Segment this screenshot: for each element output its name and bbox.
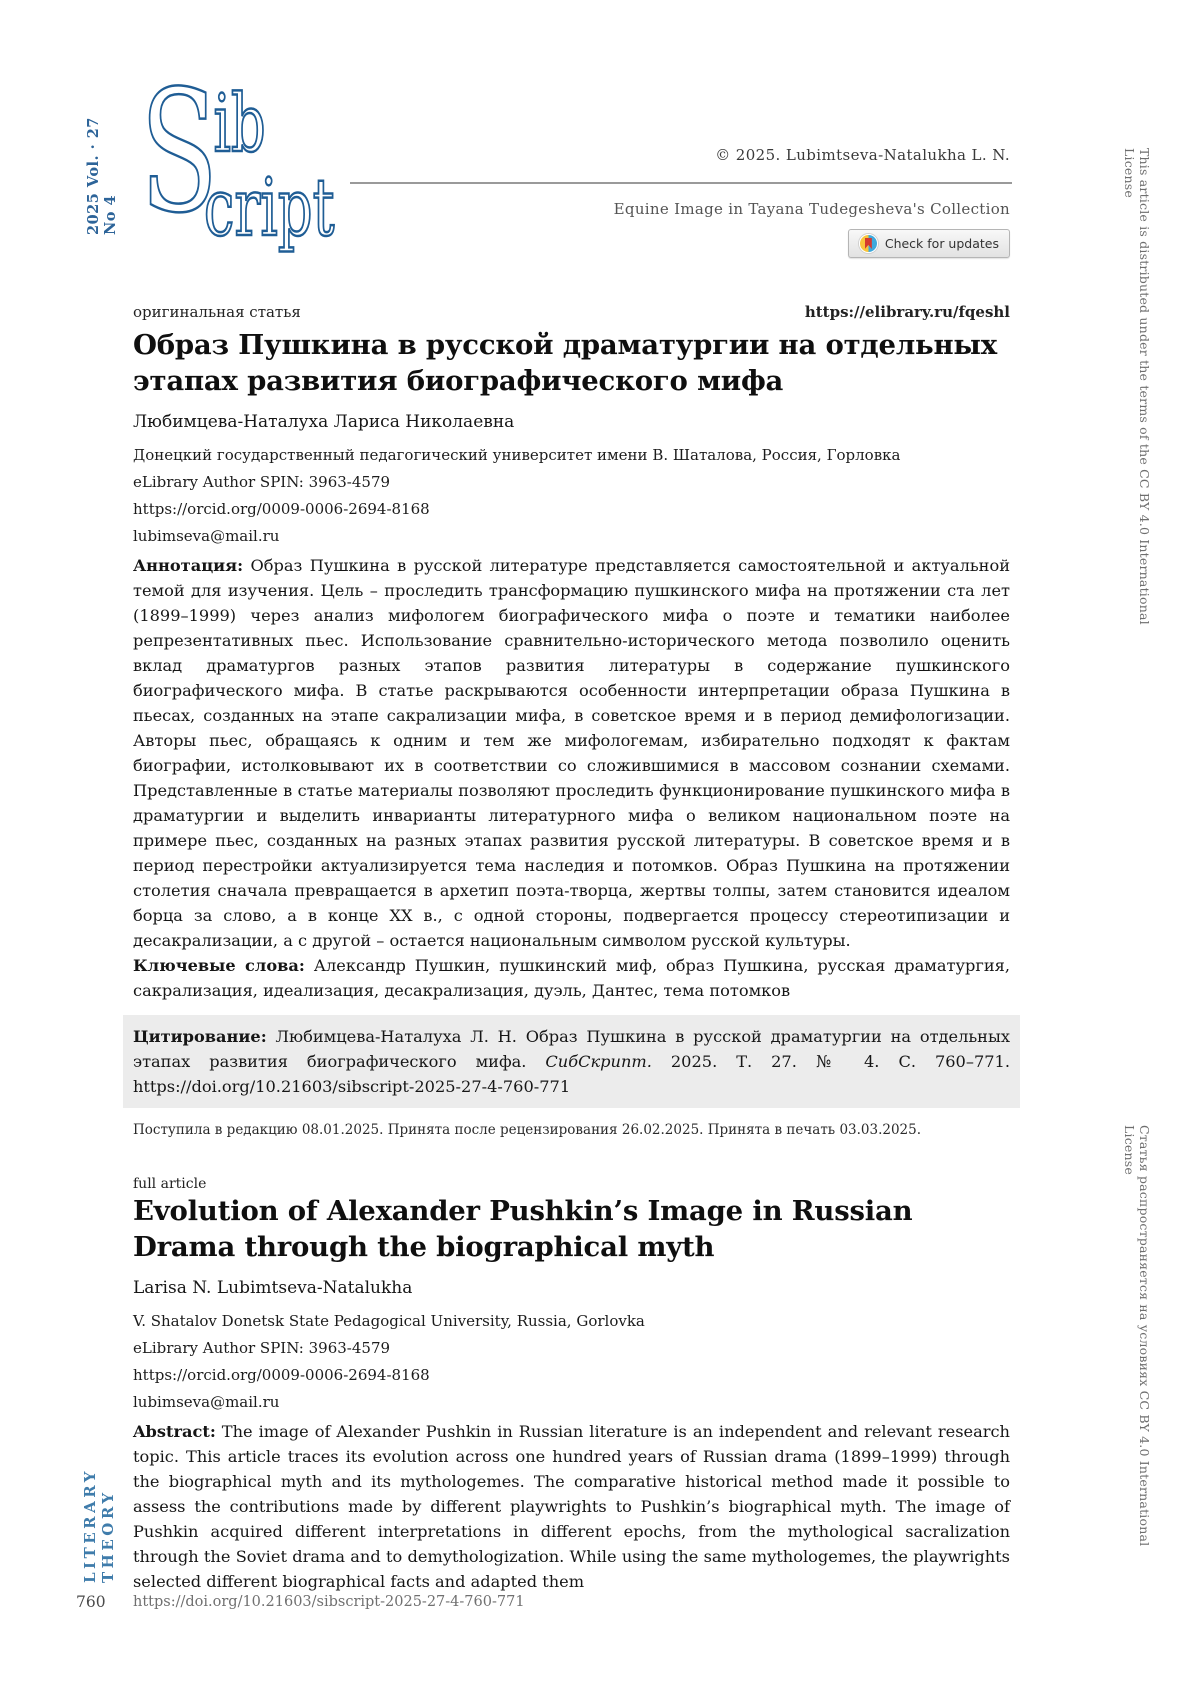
citation-journal-name: СибСкрипт. <box>545 1051 652 1071</box>
issue-theme-title: Equine Image in Tayana Tudegesheva's Collection <box>613 200 1010 218</box>
bookmark-ribbon-icon <box>865 238 872 249</box>
abstract-text-ru: Образ Пушкина в русской литературе представляется самостоятельной и актуальной темой для изучения. Цель – проследить трансформацию пушкинского мифа на протяжении ста лет (1899–1999) через анализ мифологем биографического мифа о поэте и тематики наиболее репрезентативных пьес. Использование сравнительно-исторического метода позволило оценить вклад драматургов разных этапов развития литературы в содержание пушкинского биографического мифа. В статье раскрываются особенности интерпретации образа Пушкина в пьесах, созданных на этапе сакрализации мифа, в советское время и в период демифологизации. Авторы пьес, обращаясь к одним и тем же мифологемам, избирательно подходят к фактам биографии, истолковывают их в соответствии со сложившимися в массовом сознании схемами. Представленные в статье материалы позволяют проследить функционирование пушкинского мифа в драматургии и выделить инварианты литературного мифа о великом национальном поэте на примере пьес, созданных на разных этапах развития русской литературы. В советское время и в период перестройки актуализируется тема наследия и потомков. Образ Пушкина на протяжении столетия сначала превращается в архетип поэта-творца, жертвы толпы, затем становится идеалом борца за слово, а в конце XX в., с одной стороны, подвергается процессу стереотипизации и десакрализации, а с другой – остается национальным символом русской культуры. <box>133 555 1010 950</box>
author-spin-ru: eLibrary Author SPIN: 3963-4579 <box>133 472 391 491</box>
affiliation-en: V. Shatalov Donetsk State Pedagogical University, Russia, Gorlovka <box>133 1311 645 1330</box>
author-name-ru: Любимцева-Наталуха Лариса Николаевна <box>133 411 515 432</box>
elibrary-link[interactable]: https://elibrary.ru/fqeshl <box>804 303 1010 321</box>
page-number: 760 <box>76 1593 106 1611</box>
article-title-ru: Образ Пушкина в русской драматургии на отдельных этапах развития биографического мифа <box>133 329 997 397</box>
license-note-english-vertical: This article is distributed under the terms of the CC BY 4.0 International License <box>1122 148 1152 625</box>
abstract-ru <box>133 553 1010 953</box>
logo-text-ib: ib <box>213 77 266 170</box>
email-link-en[interactable]: lubimseva@mail.ru <box>133 1392 280 1411</box>
citation-box <box>123 1015 1020 1108</box>
sibscript-logo <box>140 54 371 254</box>
author-name-en: Larisa N. Lubimtseva-Natalukha <box>133 1277 413 1298</box>
abstract-label-ru: Аннотация: <box>133 555 244 575</box>
email-row-en <box>133 1392 1010 1412</box>
email-link-ru[interactable]: lubimseva@mail.ru <box>133 526 280 545</box>
section-label-vertical: LITERARY THEORY <box>81 1468 117 1583</box>
logo-text-cript: cript <box>203 161 335 254</box>
article-title-en: Evolution of Alexander Pushkin’s Image in Russian Drama through the biographical myth <box>133 1195 913 1263</box>
affiliation-ru: Донецкий государственный педагогический университет имени В. Шаталова, Россия, Горловка <box>133 445 901 464</box>
keywords-text-ru: Александр Пушкин, пушкинский миф, образ Пушкина, русская драматургия, сакрализация, идеализация, десакрализация, дуэль, Дантес, тема потомков <box>133 955 1010 1000</box>
citation-paragraph <box>133 1024 1010 1099</box>
doi-link[interactable]: https://doi.org/10.21603/sibscript-2025-27-4-760-771 <box>133 1594 525 1610</box>
copyright-line: © 2025. Lubimtseva-Natalukha L. N. <box>715 146 1010 164</box>
citation-label: Цитирование: <box>133 1026 267 1046</box>
author-spin-en: eLibrary Author SPIN: 3963-4579 <box>133 1338 391 1357</box>
volume-issue-vertical-label: 2025 Vol. · 27 No 4 <box>85 117 119 235</box>
abstract-text-en: The image of Alexander Pushkin in Russian literature is an independent and relevant research topic. This article traces its evolution across one hundred years of Russian drama (1899–1999) through the biographical myth and its mythologemes. The comparative historical method made it possible to assess the contributions made by different playwrights to Pushkin’s biographical myth. The image of Pushkin acquired different interpretations in different epochs, from the mythological sacralization through the Soviet drama and to demythologization. While using the same mythologemes, the playwrights selected different biographical facts and adapted them <box>133 1421 1010 1591</box>
article-type-en: full article <box>133 1176 207 1192</box>
keywords-ru <box>133 953 1010 1003</box>
citation-tail: 2025. Т. 27. № 4. С. 760–771. https://doi.org/10.21603/sibscript-2025-27-4-760-771 <box>133 1051 1010 1096</box>
article-type-row <box>133 303 1010 321</box>
keywords-label-ru: Ключевые слова: <box>133 955 305 975</box>
header-divider <box>350 182 1012 184</box>
abstract-en <box>133 1419 1010 1594</box>
orcid-row-en <box>133 1365 1010 1385</box>
citation-text: Любимцева-Наталуха Л. Н. Образ Пушкина в русской драматургии на отдельных этапах развития биографического мифа. <box>133 1026 1010 1071</box>
abstract-label-en: Abstract: <box>133 1421 216 1441</box>
article-history: Поступила в редакцию 08.01.2025. Принята после рецензирования 26.02.2025. Принята в печать 03.03.2025. <box>133 1121 922 1138</box>
crossmark-icon <box>859 234 878 253</box>
check-for-updates-button[interactable] <box>848 229 1010 258</box>
orcid-link-en[interactable]: https://orcid.org/0009-0006-2694-8168 <box>133 1365 430 1384</box>
russian-section <box>133 303 1010 1138</box>
orcid-link-ru[interactable]: https://orcid.org/0009-0006-2694-8168 <box>133 499 430 518</box>
english-section <box>133 1176 1010 1594</box>
check-for-updates-label: Check for updates <box>884 236 999 251</box>
article-type-ru: оригинальная статья <box>133 303 301 321</box>
license-note-russian-vertical: Статья распространяется на условиях CC BY 4.0 International License <box>1122 1125 1152 1547</box>
email-row-ru <box>133 526 1010 546</box>
logo-letter-s: S <box>140 54 219 250</box>
orcid-row-ru <box>133 499 1010 519</box>
